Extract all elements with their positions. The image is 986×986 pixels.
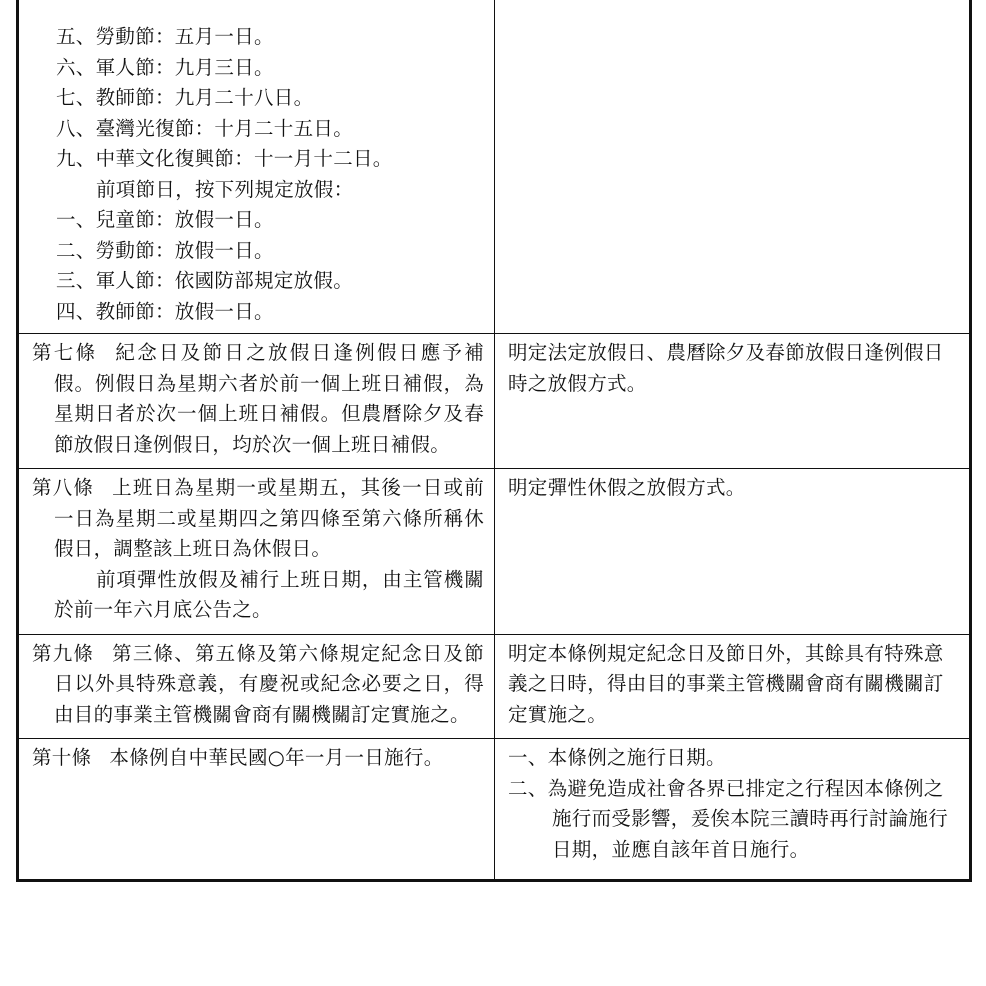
list-item: 七、教師節：九月二十八日。 [56,86,314,109]
list-item: 一、本條例之施行日期。 [508,746,726,769]
list-item: 二、為避免造成社會各界已排定之行程因本條例之施行而受影響，爰俟本院三讀時再行討論施行日期，並應自該年首日施行。 [508,776,949,861]
list-item: 六、軍人節：九月三日。 [56,55,274,79]
provision-cell [18,0,495,334]
explanation-text: 明定彈性休假之放假方式。 [508,476,746,499]
list-item: 五、勞動節：五月一日。 [56,25,274,48]
article-number: 第七條 [32,341,98,364]
article-text: 第十條 本條例自中華民國○年一月一日施行。 [32,746,444,769]
list-item: 四、教師節：放假一日。 [56,299,274,323]
explanation-cell [495,469,971,635]
article-number: 第八條 [32,476,95,499]
explanation-text: 明定本條例規定紀念日及節日外，其餘具有特殊意義之日時，得由目的事業主管機關會商有關機關訂定實施之。 [508,641,944,726]
article-text: 第八條 上班日為星期一或星期五，其後一日或前一日為星期二或星期四之第四條至第六條所稱休假日，調整該上班日為休假日。 [32,476,485,560]
provision-cell [18,739,495,881]
list-item: 二、勞動節：放假一日。 [56,238,274,262]
paragraph: 前項節日，按下列規定放假： [96,177,354,201]
article-number: 第十條 [32,746,92,769]
table-row [18,634,971,739]
article-number: 第九條 [32,641,95,665]
explanation-cell [495,634,971,739]
provision-cell [18,469,495,635]
paragraph: 前項彈性放假及補行上班日期，由主管機關於前一年六月底公告之。 [54,567,484,621]
comparison-table [16,0,972,882]
explanation-cell [495,334,971,469]
list-item: 九、中華文化復興節：十一月十二日。 [56,147,393,170]
article-text: 第七條 紀念日及節日之放假日逢例假日應予補假。例假日為星期六者於前一個上班日補假，為星期日者於次一個上班日補假。但農曆除夕及春節放假日逢例假日，均於次一個上班日補假。 [32,341,484,456]
table-row [18,334,971,469]
explanation-text: 明定法定放假日、農曆除夕及春節放假日逢例假日時之放假方式。 [508,341,944,395]
provision-cell [18,334,495,469]
table-row [18,469,971,635]
list-item: 八、臺灣光復節：十月二十五日。 [56,116,354,140]
list-item: 三、軍人節：依國防部規定放假。 [56,269,354,292]
table-row [18,739,971,881]
provision-cell [18,634,495,739]
article-text: 第九條 第三條、第五條及第六條規定紀念日及節日以外具特殊意義，有慶祝或紀念必要之日，得由目的事業主管機關會商有關機關訂定實施之。 [32,641,485,726]
explanation-cell [495,0,971,334]
explanation-cell [495,739,971,881]
list-item: 一、兒童節：放假一日。 [56,208,274,231]
table-row [18,0,971,334]
